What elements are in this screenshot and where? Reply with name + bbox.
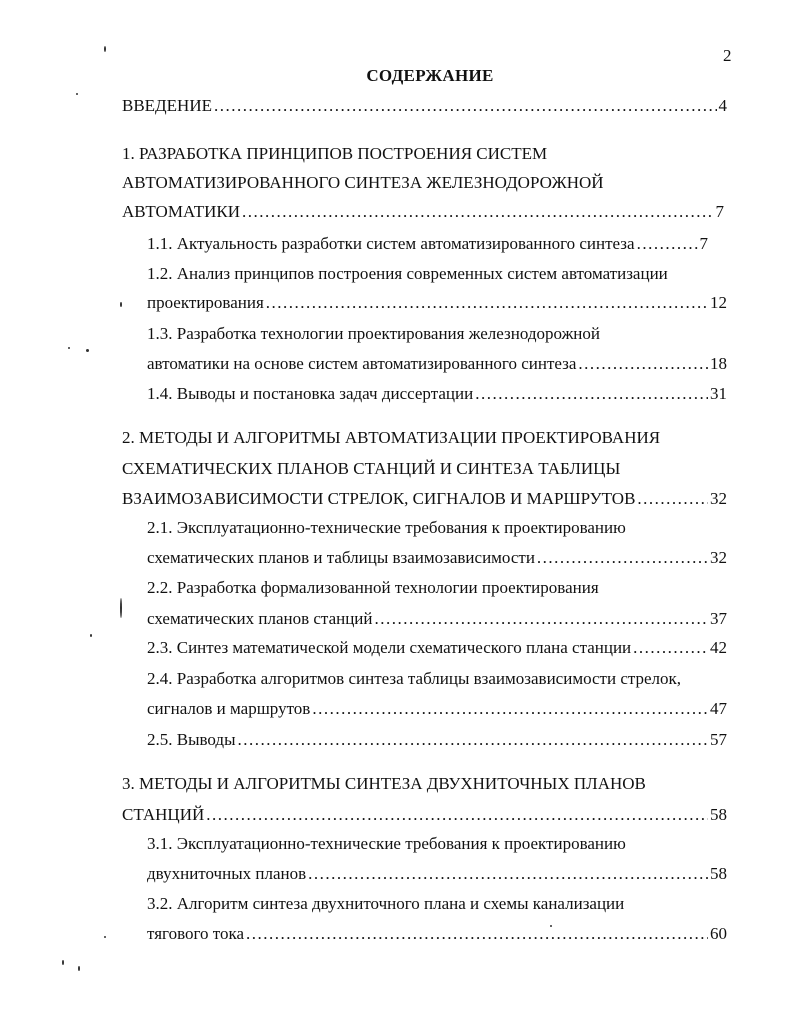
toc-line (147, 667, 727, 691)
scan-speck (76, 93, 78, 95)
toc-page-number: 42 (710, 638, 727, 657)
toc-page-number: 58 (710, 805, 727, 824)
scan-speck (90, 634, 92, 637)
toc-entry-section-2-2 (147, 576, 727, 634)
toc-page-number: 7 (715, 202, 724, 221)
page-number: 2 (723, 46, 732, 65)
toc-leader (308, 862, 708, 886)
toc-page-number: 12 (710, 293, 727, 312)
toc-entry-title: 1.2. Анализ принципов построения современных систем автоматизации (147, 264, 668, 283)
toc-entry-chapter-2 (122, 426, 727, 516)
toc-entry-title: сигналов и маршрутов (147, 699, 311, 718)
toc-entry-section-2-5 (147, 728, 727, 756)
toc-entry-title: 1. РАЗРАБОТКА ПРИНЦИПОВ ПОСТРОЕНИЯ СИСТЕМ (122, 144, 548, 163)
scan-speck (120, 598, 122, 618)
toc-leader (214, 94, 717, 118)
toc-page-number: 57 (710, 730, 727, 749)
toc-entry-title: 1.3. Разработка технологии проектирования железнодорожной (147, 324, 601, 343)
toc-entry-title: 2.1. Эксплуатационно-технические требования к проектированию (147, 518, 626, 537)
toc-entry-title: 2.2. Разработка формализованной технологии проектирования (147, 578, 599, 597)
toc-entry-section-2-3 (147, 636, 727, 664)
toc-page-number: 18 (710, 354, 727, 373)
toc-line (147, 352, 727, 376)
toc-line (147, 636, 727, 660)
toc-line (147, 892, 727, 916)
scan-speck (104, 936, 106, 938)
toc-leader (578, 352, 708, 376)
toc-entry-section-1-1 (147, 232, 708, 260)
toc-entry-section-2-4 (147, 667, 727, 725)
toc-line (122, 487, 727, 511)
toc-line (122, 171, 724, 195)
toc-line (147, 922, 727, 946)
toc-page-number: 47 (710, 699, 727, 718)
toc-entry-title: 2.5. Выводы (147, 730, 236, 749)
toc-entry-title: ВВЕДЕНИЕ (122, 96, 212, 115)
scan-speck (78, 966, 80, 971)
toc-entry-section-2-1 (147, 516, 727, 574)
toc-entry-chapter-3 (122, 772, 727, 830)
toc-entry-title: тягового тока (147, 924, 245, 943)
toc-entry-title: двухниточных планов (147, 864, 307, 883)
toc-entry-chapter-1 (122, 142, 724, 232)
scan-speck (68, 347, 70, 349)
toc-entry-title: 2.3. Синтез математической модели схематического плана станции (147, 638, 632, 657)
toc-line (122, 457, 727, 481)
toc-page-number: 60 (710, 924, 727, 943)
toc-page-number: 4 (718, 96, 727, 115)
toc-entry-title: СХЕМАТИЧЕСКИХ ПЛАНОВ СТАНЦИЙ И СИНТЕЗА ТАБЛИЦЫ (122, 459, 621, 478)
toc-line (122, 94, 727, 118)
toc-entry-title: 3.2. Алгоритм синтеза двухниточного плана и схемы канализации (147, 894, 625, 913)
toc-page-number: 7 (699, 234, 708, 253)
toc-line (122, 426, 727, 450)
toc-leader (537, 546, 708, 570)
toc-line (147, 832, 727, 856)
toc-page-number: 32 (710, 548, 727, 567)
toc-leader (475, 382, 708, 406)
toc-entry-title: схематических планов и таблицы взаимозависимости (147, 548, 535, 567)
toc-entry-section-1-3 (147, 322, 727, 380)
scan-speck (550, 925, 552, 927)
toc-entry-title: СТАНЦИЙ (122, 805, 205, 824)
scan-speck (104, 46, 106, 52)
toc-entry-introduction (122, 94, 727, 122)
toc-entry-title: схематических планов станций (147, 609, 373, 628)
toc-leader (206, 803, 708, 827)
toc-entry-title: АВТОМАТИЗИРОВАННОГО СИНТЕЗА ЖЕЛЕЗНОДОРОЖНОЙ (122, 173, 604, 192)
toc-entry-title: 3. МЕТОДЫ И АЛГОРИТМЫ СИНТЕЗА ДВУХНИТОЧНЫХ ПЛАНОВ (122, 774, 646, 793)
toc-entry-title: 1.1. Актуальность разработки систем автоматизированного синтеза (147, 234, 635, 253)
toc-entry-title: АВТОМАТИКИ (122, 202, 241, 221)
toc-page-number: 32 (710, 489, 727, 508)
toc-leader (637, 487, 708, 511)
toc-line (147, 516, 727, 540)
toc-leader (266, 291, 708, 315)
toc-entry-title: проектирования (147, 293, 264, 312)
toc-line (147, 322, 727, 346)
toc-entry-section-3-1 (147, 832, 727, 890)
toc-leader (242, 200, 713, 224)
scan-speck (86, 349, 89, 352)
toc-page-number: 58 (710, 864, 727, 883)
toc-entry-section-1-2 (147, 262, 727, 320)
scan-speck (120, 302, 122, 307)
toc-line (147, 697, 727, 721)
toc-entry-title: автоматики на основе систем автоматизированного синтеза (147, 354, 577, 373)
toc-leader (637, 232, 698, 256)
toc-line (147, 232, 708, 256)
toc-entry-title: ВЗАИМОЗАВИСИМОСТИ СТРЕЛОК, СИГНАЛОВ И МАРШРУТОВ (122, 489, 636, 508)
toc-line (147, 546, 727, 570)
toc-leader (238, 728, 708, 752)
toc-leader (312, 697, 708, 721)
toc-page-number: 31 (710, 384, 727, 403)
toc-leader (246, 922, 708, 946)
toc-entry-section-1-4 (147, 382, 727, 410)
toc-leader (633, 636, 708, 660)
toc-entry-title: 2. МЕТОДЫ И АЛГОРИТМЫ АВТОМАТИЗАЦИИ ПРОЕКТИРОВАНИЯ (122, 428, 661, 447)
toc-leader (375, 607, 708, 631)
toc-entry-title: 1.4. Выводы и постановка задач диссертации (147, 384, 474, 403)
toc-line (122, 142, 724, 166)
toc-entry-section-3-2 (147, 892, 727, 950)
toc-line (147, 862, 727, 886)
toc-line (122, 200, 724, 224)
toc-line (147, 728, 727, 752)
toc-line (122, 803, 727, 827)
toc-line (147, 262, 727, 286)
toc-line (147, 291, 727, 315)
toc-page-number: 37 (710, 609, 727, 628)
page-title: СОДЕРЖАНИЕ (366, 66, 494, 85)
toc-line (122, 772, 727, 796)
toc-line (147, 607, 727, 631)
toc-line (147, 382, 727, 406)
scan-speck (62, 960, 64, 965)
toc-line (147, 576, 727, 600)
toc-entry-title: 3.1. Эксплуатационно-технические требования к проектированию (147, 834, 626, 853)
toc-entry-title: 2.4. Разработка алгоритмов синтеза таблицы взаимозависимости стрелок, (147, 669, 682, 688)
